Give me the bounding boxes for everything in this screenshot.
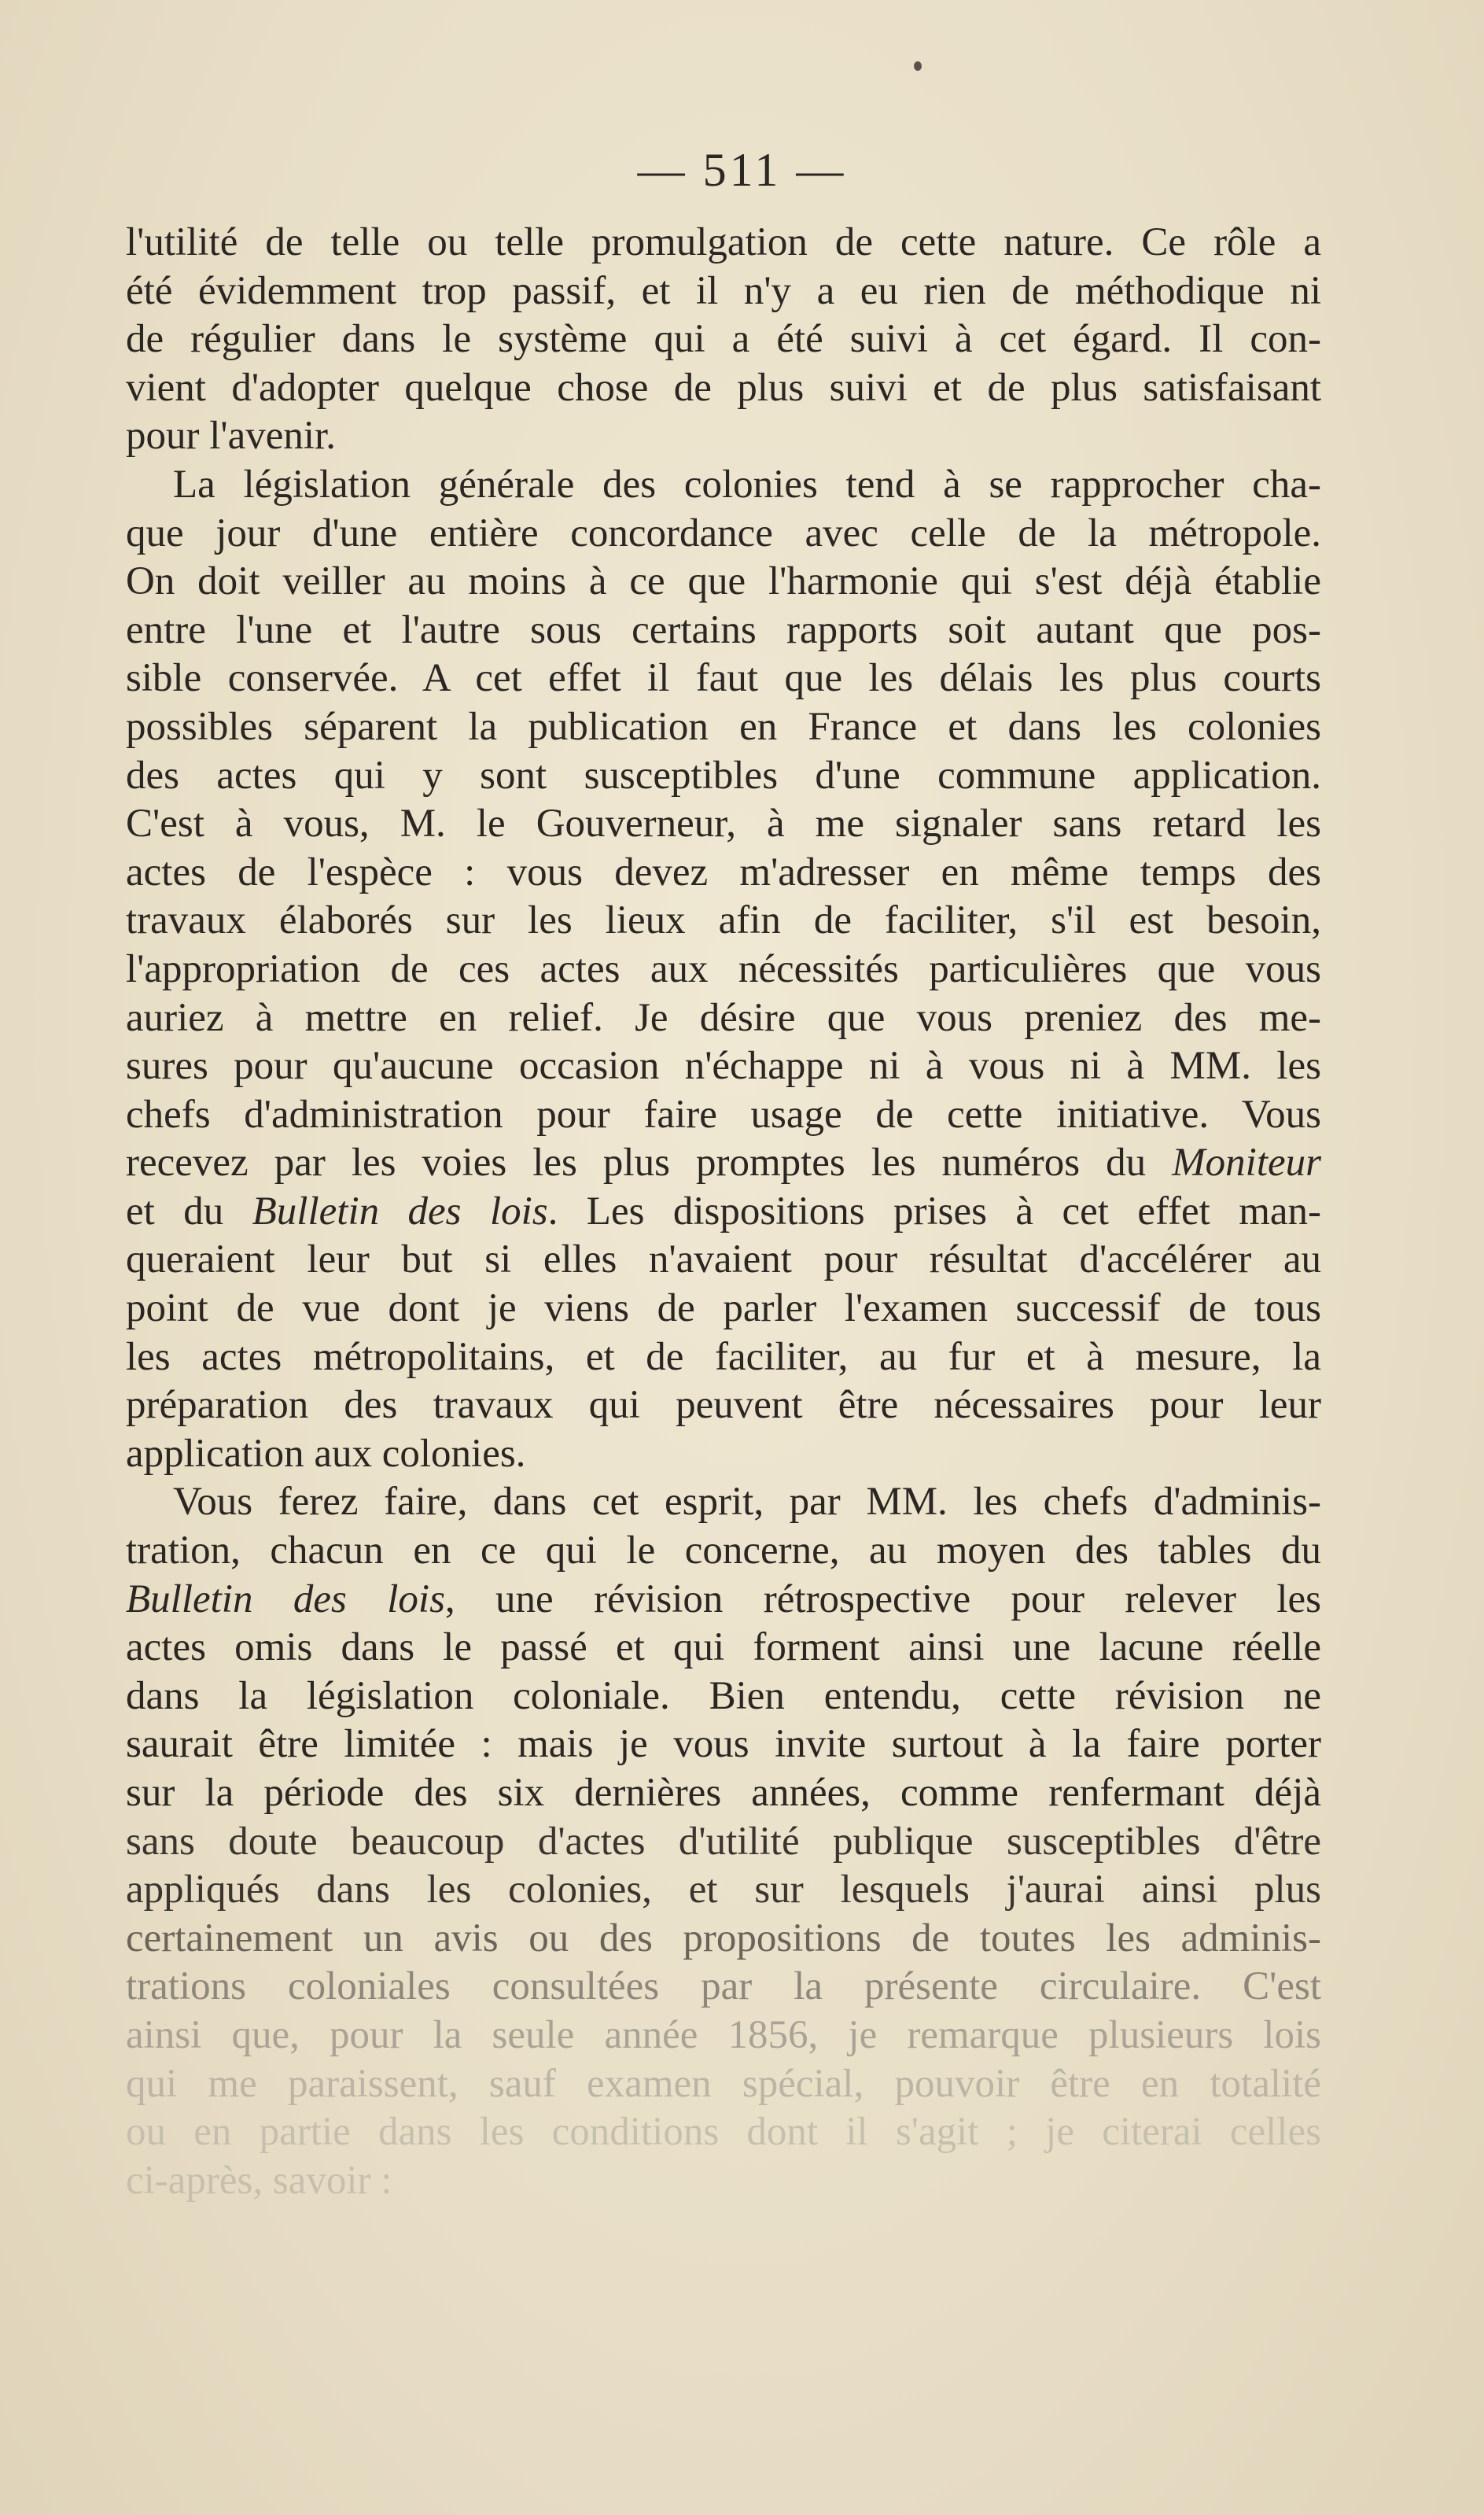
text-line: possibles séparent la publication en France et dans les colonies (126, 704, 1321, 749)
text-line (126, 1576, 1321, 1624)
text-segment: et du (126, 1189, 252, 1234)
text-line: qui me paraissent, sauf examen spécial, pouvoir être en totalité (126, 2061, 1321, 2106)
text-line: auriez à mettre en relief. Je désire que vous preniez des me- (126, 995, 1321, 1040)
text-line: chefs d'administration pour faire usage de cette initiative. Vous (126, 1092, 1321, 1137)
text-line: queraient leur but si elles n'avaient pour résultat d'accélérer au (126, 1237, 1321, 1282)
text-line: ci-après, savoir : (126, 2158, 392, 2203)
text-line: sible conservée. A cet effet il faut que les délais les plus courts (126, 656, 1321, 701)
text-line: des actes qui y sont susceptibles d'une commune application. (126, 753, 1321, 798)
text-segment: , une révision rétrospective pour relever les (444, 1576, 1321, 1621)
text-line: l'appropriation de ces actes aux nécessités particulières que vous (126, 946, 1321, 991)
text-line: sans doute beaucoup d'actes d'utilité publique susceptibles d'être (126, 1819, 1321, 1864)
text-line: appliqués dans les colonies, et sur lesquels j'aurai ainsi plus (126, 1868, 1321, 1912)
text-segment: . Les dispositions prises à cet effet man- (547, 1189, 1321, 1234)
text-line: ou en partie dans les conditions dont il s'agit ; je citerai celles (126, 2110, 1321, 2155)
text-line: saurait être limitée : mais je vous invite surtout à la faire porter (126, 1722, 1321, 1767)
italic-bulletin-des-lois: Bulletin des lois (126, 1576, 445, 1621)
text-line: sures pour qu'aucune occasion n'échappe ni à vous ni à MM. les (126, 1044, 1321, 1089)
ink-speck (914, 61, 922, 71)
text-line: application aux colonies. (126, 1431, 526, 1476)
text-line: que jour d'une entière concordance avec celle de la métropole. (126, 511, 1321, 555)
text-line: l'utilité de telle ou telle promulgation de cette nature. Ce rôle a (126, 220, 1321, 264)
text-segment: recevez par les voies les plus promptes les numéros du (126, 1141, 1173, 1186)
text-line: travaux élaborés sur les lieux afin de faciliter, s'il est besoin, (126, 898, 1321, 943)
text-line: de régulier dans le système qui a été suivi à cet égard. Il con- (126, 317, 1321, 362)
body-text (126, 219, 1321, 2205)
text-line (126, 1188, 1321, 1237)
text-line: vient d'adopter quelque chose de plus suivi et de plus satisfaisant (126, 365, 1321, 410)
text-line: Vous ferez faire, dans cet esprit, par MM. les chefs d'adminis- (173, 1480, 1321, 1525)
text-line: certainement un avis ou des propositions de toutes les adminis- (126, 1916, 1321, 1960)
text-line: les actes métropolitains, et de faciliter, au fur et à mesure, la (126, 1334, 1321, 1379)
text-line: On doit veiller au moins à ce que l'harmonie qui s'est déjà établie (126, 559, 1321, 604)
text-line: dans la législation coloniale. Bien entendu, cette révision ne (126, 1673, 1321, 1718)
text-line: pour l'avenir. (126, 414, 336, 459)
text-line: entre l'une et l'autre sous certains rapports soit autant que pos- (126, 607, 1321, 652)
text-line: préparation des travaux qui peuvent être nécessaires pour leur (126, 1383, 1321, 1428)
text-line: point de vue dont je viens de parler l'examen successif de tous (126, 1286, 1321, 1331)
text-line: actes omis dans le passé et qui forment ainsi une lacune réelle (126, 1625, 1321, 1670)
text-line: La législation générale des colonies tend à se rapprocher cha- (173, 462, 1321, 507)
text-line: trations coloniales consultées par la présente circulaire. C'est (126, 1964, 1321, 2009)
text-line: C'est à vous, M. le Gouverneur, à me signaler sans retard les (126, 802, 1321, 846)
page-number: — 511 — (637, 144, 847, 196)
text-line: été évidemment trop passif, et il n'y a eu rien de méthodique ni (126, 268, 1321, 313)
italic-bulletin-des-lois: Bulletin des lois (252, 1189, 548, 1234)
text-line: sur la période des six dernières années, comme renfermant déjà (126, 1771, 1321, 1815)
italic-moniteur: Moniteur (1172, 1141, 1321, 1186)
text-line: ainsi que, pour la seule année 1856, je remarque plusieurs lois (126, 2012, 1321, 2057)
text-line: actes de l'espèce : vous devez m'adresser en même temps des (126, 850, 1321, 894)
text-line: tration, chacun en ce qui le concerne, au moyen des tables du (126, 1529, 1321, 1573)
text-line (126, 1139, 1321, 1188)
